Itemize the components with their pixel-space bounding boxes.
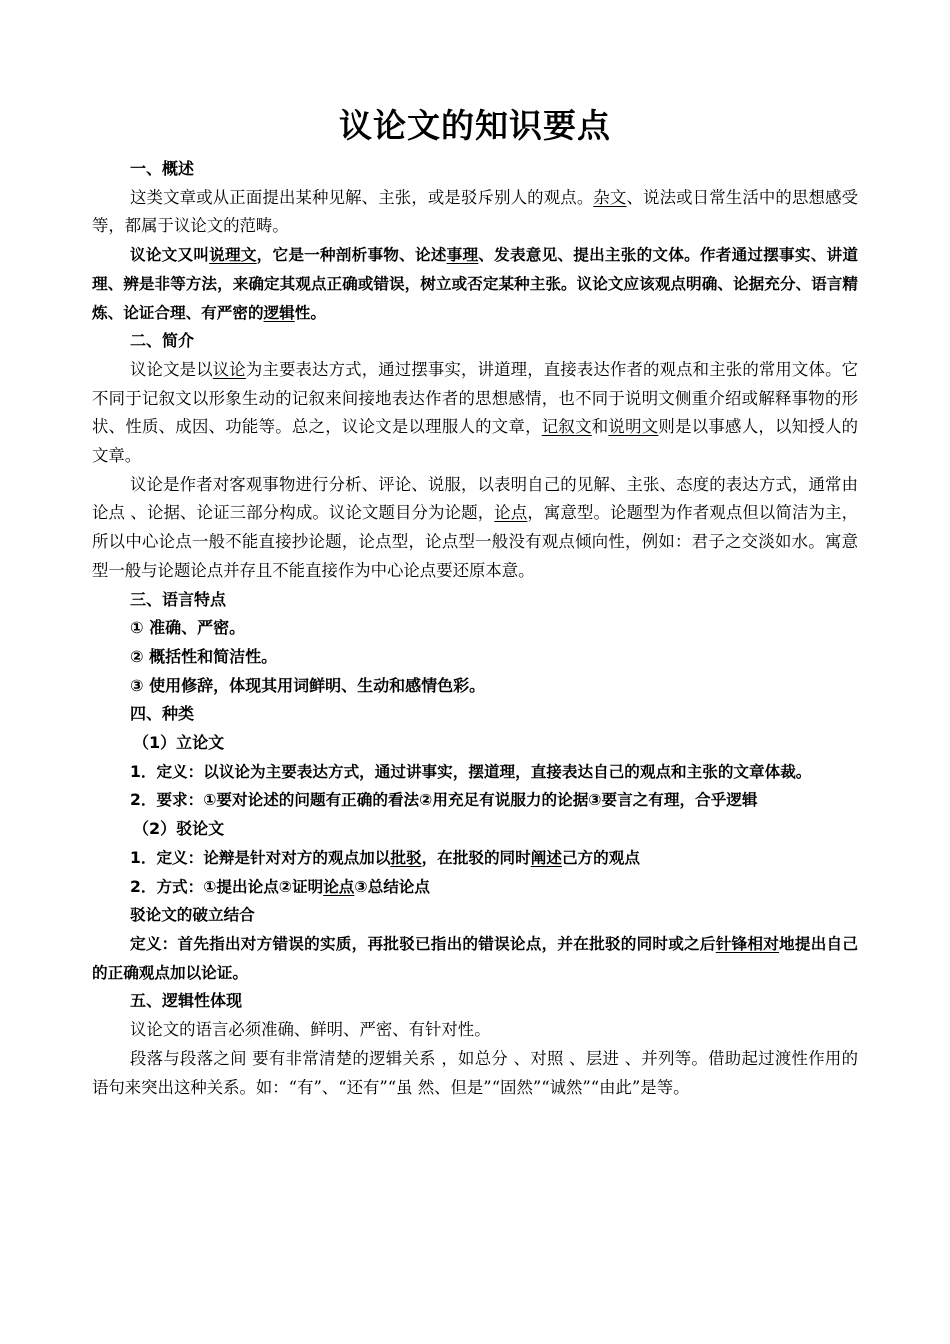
section-heading-overview: 一、概述 bbox=[130, 159, 195, 178]
document-body bbox=[92, 155, 858, 1102]
section-heading-types: 四、种类 bbox=[130, 704, 195, 724]
link-shuomingwen[interactable]: 说明文 bbox=[608, 417, 659, 437]
link-jixuwen[interactable]: 记叙文 bbox=[541, 417, 592, 437]
language-item-3: ③ 使用修辞，体现其用词鲜明、生动和感情色彩。 bbox=[130, 675, 486, 695]
link-shuoliwen[interactable]: 说理文 bbox=[209, 246, 257, 265]
section-heading-language: 三、语言特点 bbox=[130, 589, 227, 609]
language-item-2: ② 概括性和简洁性。 bbox=[130, 646, 278, 666]
link-luoji[interactable]: 逻辑 bbox=[263, 303, 295, 322]
link-chanshu[interactable]: 阐述 bbox=[530, 848, 562, 867]
combine-definition: 定义：首先指出对方错误的实质，再批驳已指出的错误论点，并在批驳的同时或之后针锋相对地提出自己的正确观点加以论证。 bbox=[92, 934, 858, 982]
overview-paragraph-2: 议论文又叫说理文，它是一种剖析事物、论述事理、发表意见、提出主张的文体。作者通过摆事实、讲道理、辨是非等方法，来确定其观点正确或错误，树立或否定某种主张。议论文应该观点明确、论据充分、语言精炼、论证合理、有严密的逻辑性。 bbox=[92, 246, 858, 322]
bolunwen-method: 2．方式：①提出论点②证明论点③总结论点 bbox=[130, 877, 430, 896]
section-heading-logic: 五、逻辑性体现 bbox=[130, 991, 243, 1011]
link-zawen[interactable]: 杂文 bbox=[593, 187, 627, 207]
link-zhenfengxiangdui[interactable]: 针锋相对 bbox=[715, 934, 780, 953]
link-lundian-2[interactable]: 论点 bbox=[323, 877, 355, 896]
logic-paragraph-1: 议论文的语言必须准确、鲜明、严密、有针对性。 bbox=[130, 1020, 491, 1040]
language-item-1: ① 准确、严密。 bbox=[130, 618, 246, 638]
lilunwen-requirements: 2．要求：①要对论述的问题有正确的看法②用充足有说服力的论据③要言之有理，合乎逻辑 bbox=[130, 791, 758, 810]
combine-heading: 驳论文的破立结合 bbox=[130, 906, 255, 925]
document-title: 议论文的知识要点 bbox=[339, 106, 611, 145]
link-lundian[interactable]: 论点 bbox=[494, 503, 528, 523]
overview-paragraph-1: 这类文章或从正面提出某种见解、主张，或是驳斥别人的观点。杂文、说法或日常生活中的思想感受等，都属于议论文的范畴。 bbox=[92, 187, 859, 236]
section-heading-intro: 二、简介 bbox=[130, 331, 195, 351]
link-shili[interactable]: 事理 bbox=[446, 246, 479, 265]
logic-paragraph-2: 段落与段落之间 要有非常清楚的逻辑关系 ，如总分 、对照 、层进 、并列等。借助起过渡性作用的语句来突出这种关系。如：“有”、“还有”“虽 然、但是”“固然”“诚然”“由此”是等。 bbox=[92, 1048, 858, 1097]
intro-paragraph-2: 议论是作者对客观事物进行分析、评论、说服，以表明自己的见解、主张、态度的表达方式，通常由论点 、论据、论证三部分构成。议论文题目分为论题，论点，寓意型。论题型为作者观点但以简洁为主，所以中心论点一般不能直接抄论题，论点型，论点型一般没有观点倾向性，例如：君子之交淡如水。寓意型一般与论题论点并存且不能直接作为中心论点要还原本意。 bbox=[92, 474, 859, 580]
link-yilun[interactable]: 议论 bbox=[212, 359, 246, 379]
lilunwen-definition: 1．定义：以议论为主要表达方式，通过讲事实，摆道理，直接表达自己的观点和主张的文章体裁。 bbox=[130, 762, 812, 781]
link-piibo[interactable]: 批驳 bbox=[390, 848, 422, 867]
subsection-bolunwen: （2）驳论文 bbox=[133, 819, 225, 839]
bolunwen-definition: 1．定义：论辩是针对对方的观点加以批驳，在批驳的同时阐述己方的观点 bbox=[130, 848, 640, 867]
intro-paragraph-1: 议论文是以议论为主要表达方式，通过摆事实，讲道理，直接表达作者的观点和主张的常用文体。它不同于记叙文以形象生动的记叙来间接地表达作者的思想感情，也不同于说明文侧重介绍或解释事物的形状、性质、成因、功能等。总之，议论文是以理服人的文章，记叙文和说明文则是以事感人，以知授人的文章。 bbox=[92, 359, 859, 466]
subsection-lilunwen: （1）立论文 bbox=[133, 733, 225, 753]
